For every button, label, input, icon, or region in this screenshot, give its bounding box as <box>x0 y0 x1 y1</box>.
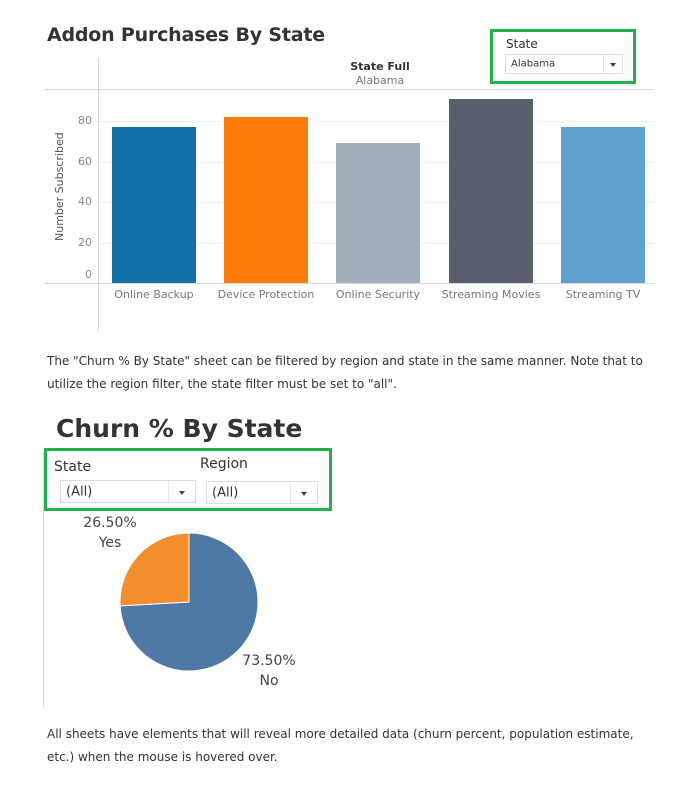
chevron-down-icon[interactable] <box>168 481 195 502</box>
state-filter-dropdown[interactable] <box>60 480 196 503</box>
x-axis-line <box>44 283 654 284</box>
pie-label-no-name: No <box>259 673 279 689</box>
state-filter-value: (All) <box>66 484 93 499</box>
x-tick: Online Backup <box>114 288 194 301</box>
pie-label-no-pct: 73.50% <box>242 653 296 669</box>
region-filter-value: (All) <box>212 485 239 500</box>
y-axis-label: Number Subscribed <box>53 132 66 241</box>
state-filter-value: Alabama <box>511 58 556 70</box>
y-tick: 20 <box>78 236 92 249</box>
hover-description: All sheets have elements that will reveal more detailed data (churn percent, population estimate, etc.) when the mouse is hovered over. <box>47 727 634 764</box>
pie-label-yes-pct: 26.50% <box>83 515 137 531</box>
y-tick: 60 <box>78 155 92 168</box>
y-tick: 40 <box>78 195 92 208</box>
header-divider <box>44 89 654 90</box>
state-filter-dropdown[interactable] <box>505 54 623 74</box>
state-filter-label: State <box>54 459 92 475</box>
bar-streaming-tv[interactable] <box>561 127 645 283</box>
x-tick: Streaming TV <box>565 288 641 301</box>
bar-online-backup[interactable] <box>112 127 196 283</box>
region-filter-dropdown[interactable] <box>206 481 318 504</box>
bar-chart-title: Addon Purchases By State <box>47 24 325 46</box>
bar-streaming-movies[interactable] <box>449 99 533 283</box>
x-tick: Device Protection <box>217 288 315 301</box>
chevron-down-icon[interactable] <box>290 482 317 503</box>
y-tick: 80 <box>78 114 92 127</box>
y-axis-line <box>98 58 99 331</box>
chevron-down-icon[interactable] <box>603 55 622 73</box>
bar-device-protection[interactable] <box>224 117 308 283</box>
y-tick: 0 <box>85 268 92 281</box>
state-filter-label: State <box>506 37 538 51</box>
pie-label-yes <box>70 513 150 553</box>
pie-label-yes-name: Yes <box>98 535 122 551</box>
pie-label-no <box>229 651 309 691</box>
bar-online-security[interactable] <box>336 143 420 283</box>
column-header-title: State Full <box>350 60 410 73</box>
state-filter-highlight <box>490 29 636 84</box>
x-tick: Streaming Movies <box>441 288 541 301</box>
pie-chart-title: Churn % By State <box>56 414 303 443</box>
region-filter-label: Region <box>200 456 248 472</box>
churn-filter-description: The "Churn % By State" sheet can be filtered by region and state in the same manner. Note that to utilize the region filter, the state filter must be set to "all". <box>47 354 643 391</box>
pie-filters-highlight <box>44 448 332 511</box>
x-tick: Online Security <box>335 288 421 301</box>
column-header-value: Alabama <box>355 74 405 87</box>
gridline-80 <box>99 121 654 122</box>
